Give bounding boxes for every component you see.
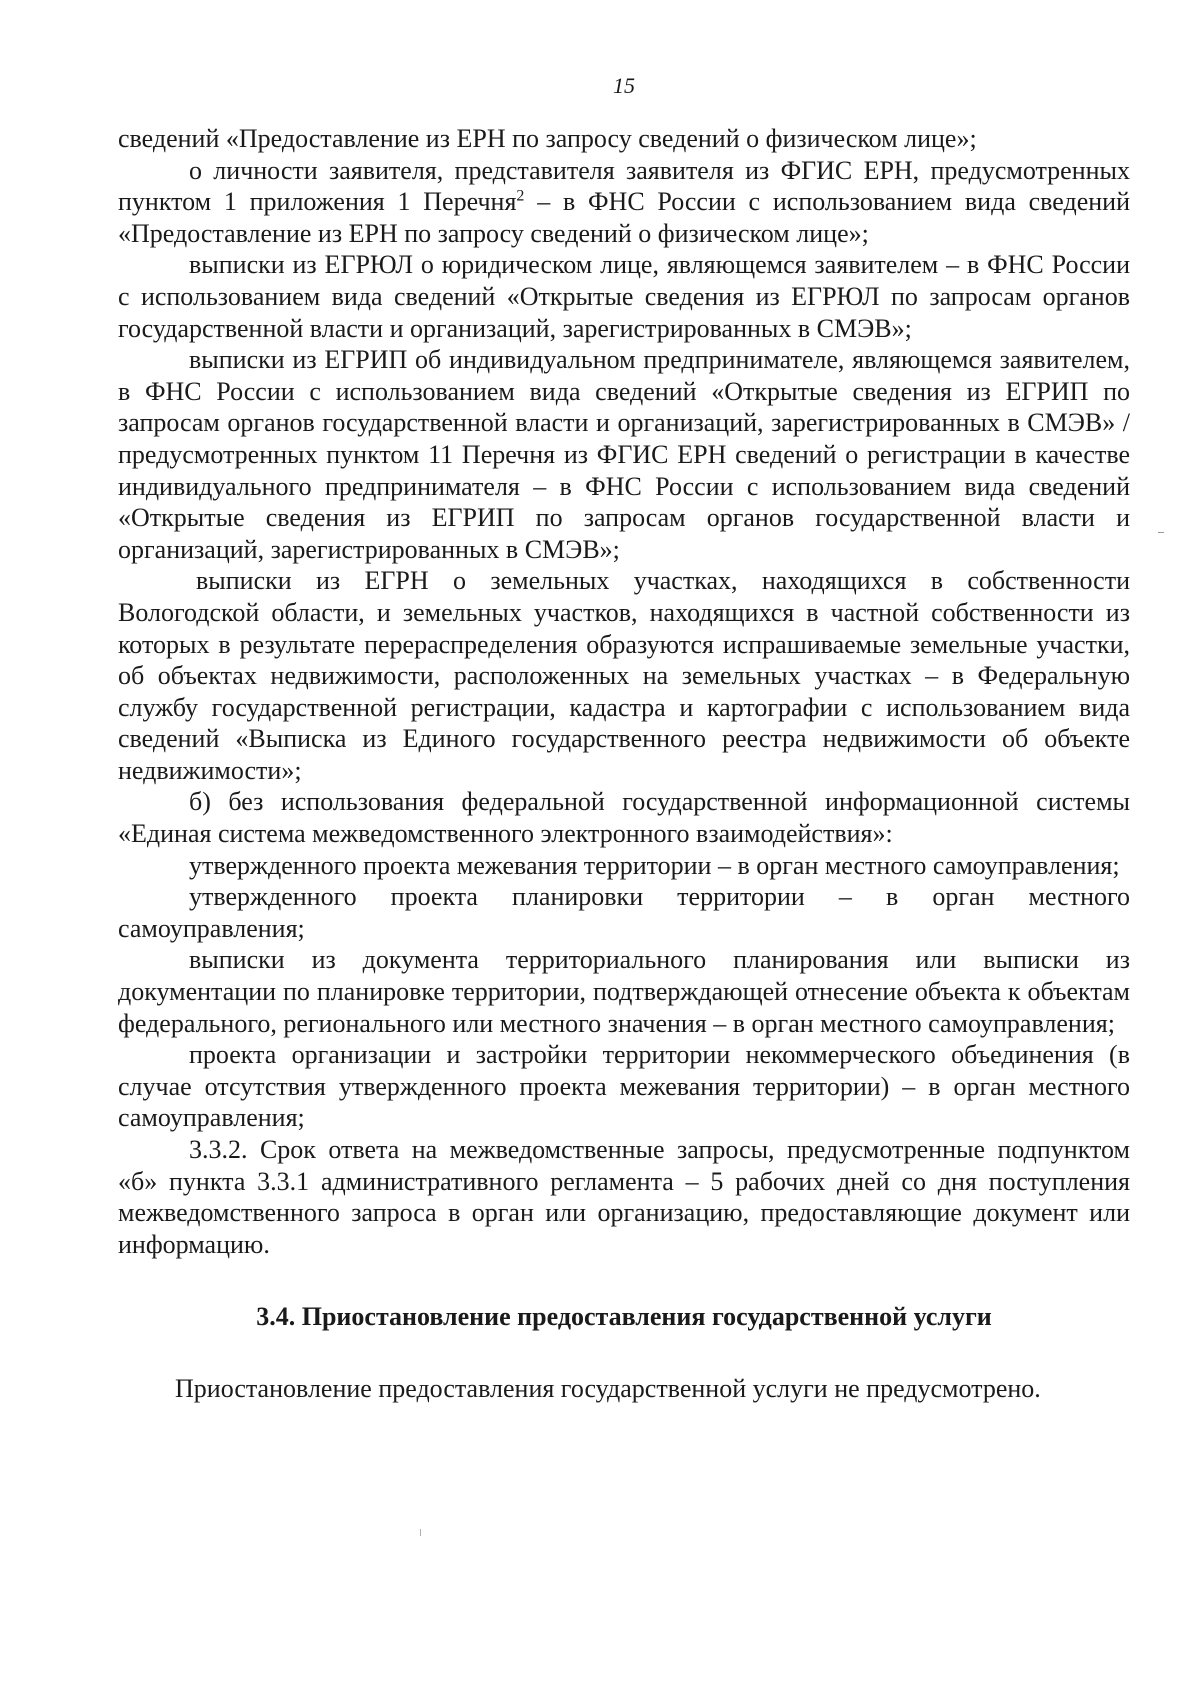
paragraph-identity-info	[118, 155, 1130, 250]
paragraph-egrip-extract: выписки из ЕГРИП об индивидуальном предпринимателе, являющемся заявителем, в ФНС России с использованием вида сведений «Открытые сведения из ЕГРИП по запросам органов государственной власти и организаций, зарегистрированных в СМЭВ» / предусмотренных пунктом 11 Перечня из ФГИС ЕРН сведений о регистрации в качестве индивидуального предпринимателя – в ФНС России с использованием вида сведений «Открытые сведения из ЕГРИП по запросам органов государственной власти и организаций, зарегистрированных в СМЭВ»;	[118, 345, 1130, 564]
paragraph-continuation: сведений «Предоставление из ЕРН по запросу сведений о физическом лице»;	[118, 124, 977, 153]
scan-center-mark	[420, 1529, 421, 1536]
section-heading: 3.4. Приостановление предоставления государственной услуги	[256, 1302, 992, 1332]
paragraph-territorial-planning: выписки из документа территориального планирования или выписки из документации по планировке территории, подтверждающей отнесение объекта к объектам федерального, регионального или местного значения – в орган местного самоуправления;	[118, 945, 1130, 1038]
scan-margin-mark	[1158, 532, 1164, 533]
paragraph-egrul-extract: выписки из ЕГРЮЛ о юридическом лице, являющемся заявителем – в ФНС России с использованием вида сведений «Открытые сведения из ЕГРЮЛ по запросам органов государственной власти и организаций, зарегистрированных в СМЭВ»;	[118, 250, 1130, 343]
section-text: Приостановление предоставления государственной услуги не предусмотрено.	[175, 1374, 1041, 1404]
paragraph-without-smev: б) без использования федеральной государственной информационной системы «Единая система межведомственного электронного взаимодействия»:	[118, 787, 1130, 849]
paragraph-response-deadline: 3.3.2. Срок ответа на межведомственные запросы, предусмотренные подпунктом «б» пункта 3.3.1 административного регламента – 5 рабочих дней со дня поступления межведомственного запроса в орган или организацию, предоставляющие документ или информацию.	[118, 1135, 1130, 1259]
page-number: 15	[613, 73, 635, 98]
paragraph-planning-project: утвержденного проекта планировки территории – в орган местного самоуправления;	[118, 882, 1130, 943]
paragraph-text: о личности заявителя, представителя заявителя из ФГИС ЕРН, предусмотренных пунктом 1 приложения 1 Перечня	[118, 155, 1130, 217]
paragraph-egrn-extract: выписки из ЕГРН о земельных участках, находящихся в собственности Вологодской области, и земельных участков, находящихся в частной собственности из которых в результате перераспределения образуются испрашиваемые земельные участки, об объектах недвижимости, расположенных на земельных участках – в Федеральную службу государственной регистрации, кадастра и картографии с использованием вида сведений «Выписка из Единого государственного реестра недвижимости об объекте недвижимости»;	[118, 566, 1130, 785]
paragraph-noncommercial-project: проекта организации и застройки территории некоммерческого объединения (в случае отсутствия утвержденного проекта межевания территории) – в орган местного самоуправления;	[118, 1040, 1130, 1133]
paragraph-surveying-project: утвержденного проекта межевания территории – в орган местного самоуправления;	[189, 850, 1120, 880]
document-page	[118, 75, 1130, 1405]
paragraph-text-continued: – в ФНС России с использованием вида сведений «Предоставление из ЕРН по запросу сведений о физическом лице»;	[118, 187, 1130, 248]
footnote-reference: 2	[516, 187, 525, 205]
